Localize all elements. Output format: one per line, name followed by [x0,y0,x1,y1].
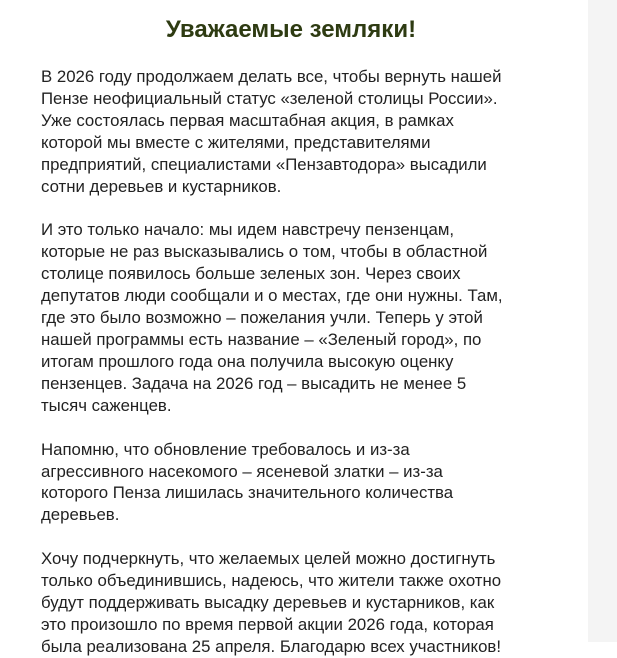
text-line: где это было возможно – пожелания учли. Теперь у этой [41,308,483,328]
text-line: только объединившись, надеюсь, что жители также охотно [41,571,502,591]
text-line: сотни деревьев и кустарников. [41,176,282,196]
text-line: Уже состоялась первая масштабная акция, в рамках [41,110,454,130]
text-line: тысяч саженцев. [41,395,172,415]
text-line: это произошло по время первой акции 2026 года, которая [41,614,494,634]
text-line: Хочу подчеркнуть, что желаемых целей можно достигнуть [41,549,496,569]
text-line: была реализована 25 апреля. Благодарю всех участников! [41,636,501,656]
text-line: деревьев. [41,505,120,525]
text-line: Напомню, что обновление требовалось и из-за [41,439,410,459]
text-line: которой мы вместе с жителями, представителями [41,132,431,152]
text-line: В 2026 году продолжаем делать все, чтобы вернуть нашей [41,67,502,86]
text-line: итогам прошлого года она получила высокую оценку [41,351,454,371]
paragraph-2 [41,219,561,416]
text-line: будут поддерживать высадку деревьев и кустарников, как [41,593,495,613]
text-line: которые не раз высказывались о том, чтобы в областной [41,242,488,262]
letter-title: Уважаемые земляки! [165,16,417,43]
text-line: депутатов люди сообщали и о местах, где они нужны. Там, [41,286,503,306]
letter-body [41,66,561,658]
text-line: И это только начало: мы идем навстречу пензенцам, [41,220,455,240]
text-line: пензенцев. Задача на 2026 год – высадить не менее 5 [41,373,467,393]
paragraph-4 [41,548,561,658]
text-line: нашей программы есть название – «Зеленый город», по [41,329,482,349]
text-line: Пензе неофициальный статус «зеленой столицы России». [41,88,498,108]
text-line: предприятий, специалистами «Пензавтодора» высадили [41,154,487,174]
paragraph-1 [41,66,561,197]
text-line: столице появилось больше зеленых зон. Через своих [41,264,461,284]
text-line: агрессивного насекомого – ясеневой златки – из-за [41,461,443,481]
text-line: которого Пенза лишилась значительного количества [41,483,454,503]
side-panel-strip [588,0,617,642]
paragraph-3 [41,439,561,527]
